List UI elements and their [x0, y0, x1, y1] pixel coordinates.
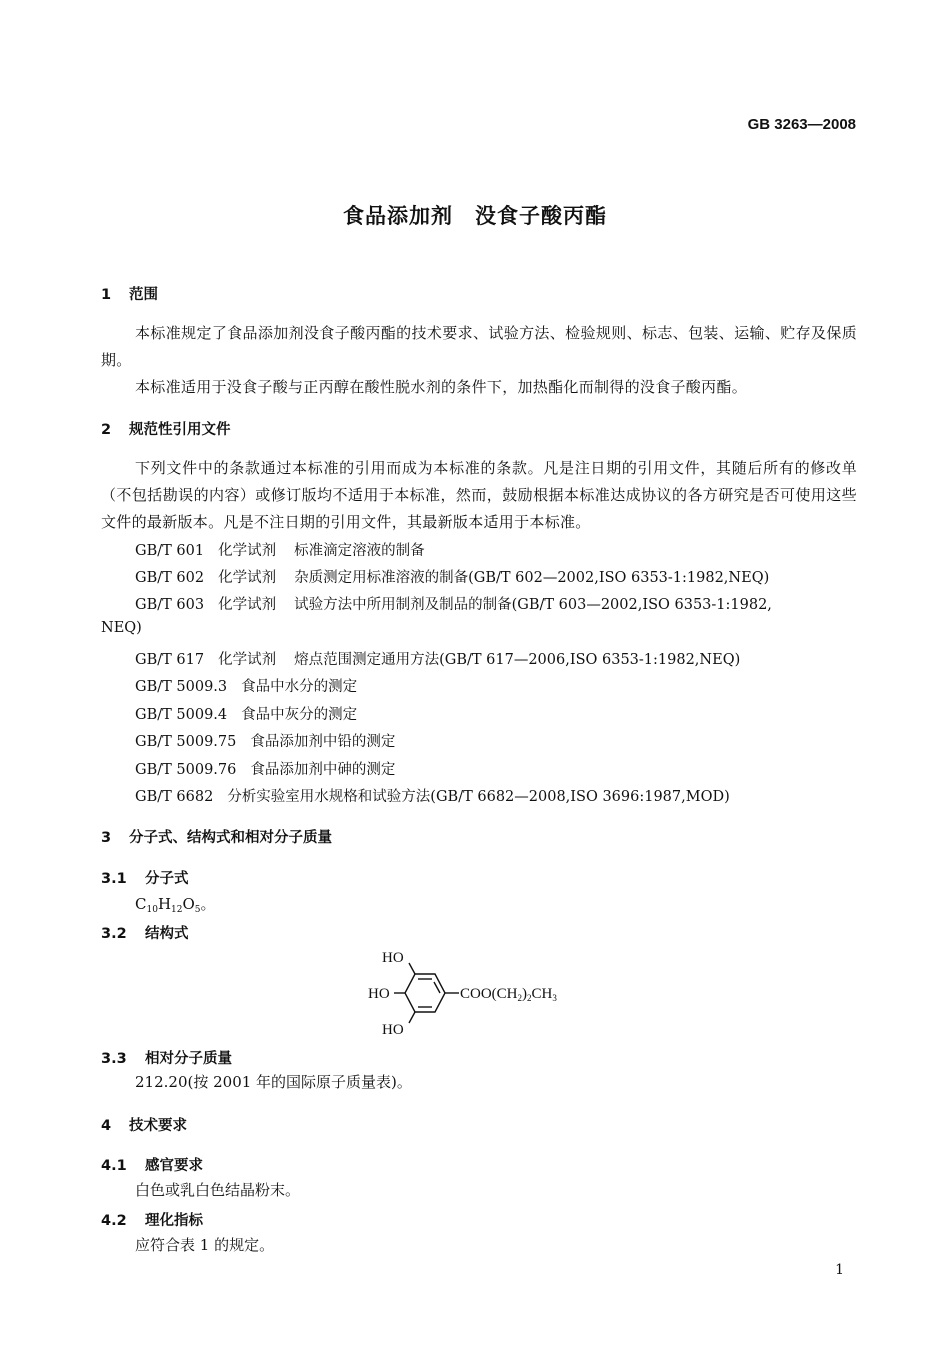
reference-item: GB/T 602 化学试剂 杂质测定用标准溶液的制备(GB/T 602—2002,ISO 6353-1:1982,NEQ) [135, 570, 770, 586]
reference-item: GB/T 5009.4 食品中灰分的测定 [135, 707, 358, 723]
benzene-ring-diagram [360, 945, 600, 1045]
subsection-3-3-heading: 3.3 相对分子质量 [101, 1051, 232, 1067]
section-title: 分子式、结构式和相对分子质量 [129, 830, 332, 846]
reference-item: GB/T 601 化学试剂 标准滴定溶液的制备 [135, 543, 425, 559]
reference-item: GB/T 617 化学试剂 熔点范围测定通用方法(GB/T 617—2006,ISO 6353-1:1982,NEQ) [135, 652, 741, 668]
hydroxyl-bottom: HO [382, 1022, 404, 1038]
subsection-4-1-heading: 4.1 感官要求 [101, 1158, 203, 1174]
subsection-4-2-heading: 4.2 理化指标 [101, 1213, 203, 1229]
section-number: 3 [101, 830, 112, 846]
section-3-heading [101, 826, 332, 847]
molecular-mass-text: 212.20(按 2001 年的国际原子质量表)。 [135, 1073, 412, 1091]
hydroxyl-left: HO [368, 986, 390, 1002]
subsection-3-2-heading: 3.2 结构式 [101, 926, 189, 942]
reference-item: GB/T 5009.75 食品添加剂中铅的测定 [135, 734, 396, 750]
section-number: 1 [101, 287, 112, 303]
section-1-paragraph-1: 本标准规定了食品添加剂没食子酸丙酯的技术要求、试验方法、检验规则、标志、包装、运输、贮存及保质期。 [101, 324, 857, 369]
reference-item: GB/T 6682 分析实验室用水规格和试验方法(GB/T 6682—2008,ISO 3696:1987,MOD) [135, 789, 730, 805]
section-2-heading [101, 418, 231, 439]
section-title: 规范性引用文件 [129, 422, 231, 438]
section-1-heading [101, 283, 158, 304]
section-title: 技术要求 [129, 1118, 187, 1134]
reference-item: GB/T 5009.3 食品中水分的测定 [135, 679, 358, 695]
molecular-formula: $C_{10}H_{12}O_5$。 [135, 895, 216, 915]
section-number: 4 [101, 1118, 112, 1134]
reference-item: GB/T 5009.76 食品添加剂中砷的测定 [135, 762, 396, 778]
section-title: 范围 [129, 287, 158, 303]
reference-item: GB/T 603 化学试剂 试验方法中所用制剂及制品的制备(GB/T 603—2002,ISO 6353-1:1982, [135, 597, 772, 613]
reference-item-continuation: NEQ) [101, 620, 142, 636]
section-1-paragraph-2: 本标准适用于没食子酸与正丙醇在酸性脱水剂的条件下，加热酯化而制得的没食子酸丙酯。 [135, 378, 748, 396]
sensory-requirement-text: 白色或乳白色结晶粉末。 [135, 1181, 301, 1199]
ester-group: $COO(CH_2)_2CH_3$ [460, 986, 557, 1003]
standard-number: GB 3263—2008 [747, 116, 856, 133]
document-title: 食品添加剂 没食子酸丙酯 [343, 204, 607, 228]
physicochemical-text: 应符合表 1 的规定。 [135, 1236, 275, 1254]
section-4-heading [101, 1114, 187, 1135]
section-2-intro: 下列文件中的条款通过本标准的引用而成为本标准的条款。凡是注日期的引用文件，其随后所有的修改单（不包括勘误的内容）或修订版均不适用于本标准，然而，鼓励根据本标准达成协议的各方研究是否可使用这些文件的最新版本。凡是不注日期的引用文件，其最新版本适用于本标准。 [101, 459, 857, 531]
hydroxyl-top: HO [382, 950, 404, 966]
subsection-3-1-heading: 3.1 分子式 [101, 871, 189, 887]
page-number: 1 [835, 1262, 844, 1278]
section-number: 2 [101, 422, 112, 438]
